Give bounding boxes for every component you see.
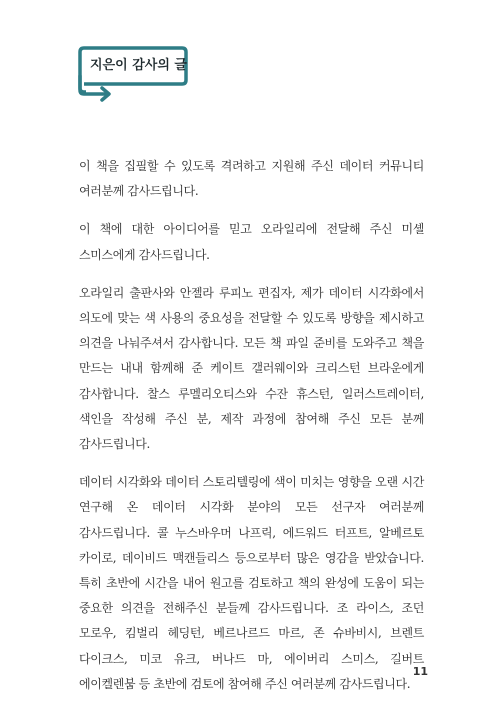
- body-text: [79, 154, 424, 710]
- page-number: 11: [412, 665, 428, 678]
- paragraph: 이 책을 집필할 수 있도록 격려하고 지원해 주신 데이터 커뮤니티 여러분께 감사드립니다.: [79, 159, 424, 199]
- paragraph: 이 책에 대한 아이디어를 믿고 오라일리에 전달해 주신 미셸 스미스에게 감사드립니다.: [79, 222, 424, 262]
- paragraph: 오라일리 출판사와 안젤라 루피노 편집자, 제가 데이터 시각화에서 의도에 맞는 색 사용의 중요성을 전달할 수 있도록 방향을 제시하고 의견을 나눠주셔서 감사합니다. 모든 책 파일 준비를 도와주고 책을 만드는 내내 함께해 준 케이트 갤러웨이와 크리스턴 브라운에게 감사합니다. 찰스 루멜리오티스와 수잔 휴스턴, 일러스트레이터, 색인을 작성해 주신 분, 제작 과정에 참여해 주신 모든 분께 감사드립니다.: [79, 285, 424, 452]
- section-title: 지은이 감사의 글: [90, 58, 187, 73]
- paragraph: 데이터 시각화와 데이터 스토리텔링에 색이 미치는 영향을 오랜 시간 연구해 온 데이터 시각화 분야의 모든 선구자 여러분께 감사드립니다. 콜 누스바우머 나프릭, 에드워드 터프트, 알베르토 카이로, 데이비드 맥캔들리스 등으로부터 많은 영감을 받았습니다. 특히 초반에 시간을 내어 원고를 검토하고 책의 완성에 도움이 되는 중요한 의견을 전해주신 분들께 감사드립니다. 조 라이스, 조던 모로우, 킴벌리 헤딩턴, 베르나르드 마르, 존 슈바비시, 브렌트 다이크스, 미코 유크, 버나드 마, 에이버리 스미스, 길버트 에이켈렌붐 등 초반에 검토에 참여해 주신 여러분께 감사드립니다.: [79, 475, 424, 691]
- section-heading: [78, 46, 188, 90]
